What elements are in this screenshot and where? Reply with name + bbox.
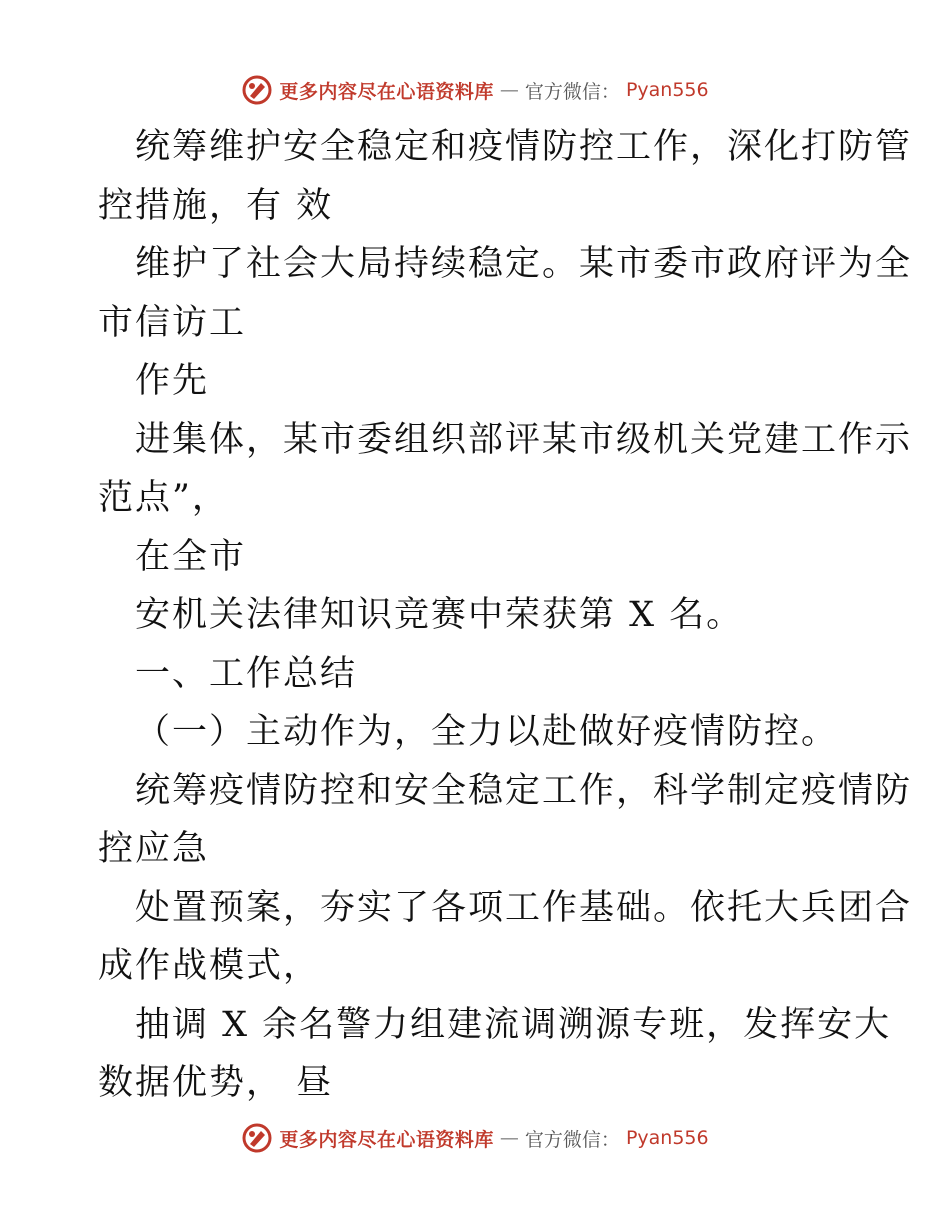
footer-wechat-id: Pyan556 [625, 1127, 709, 1149]
footer-banner [0, 1118, 950, 1158]
body-line: 范点”， [98, 478, 229, 518]
body-line: 市信访工 [98, 302, 247, 343]
footer-wechat-label: 官方微信： [524, 1128, 620, 1151]
body-line: 统筹疫情防控和安全稳定工作，科学制定疫情防 [135, 770, 913, 811]
footer-separator: — [499, 1127, 519, 1149]
header-wechat-label: 官方微信： [524, 80, 620, 103]
body-line: 处置预案，夯实了各项工作基础。依托大兵团合 [135, 887, 913, 928]
body-line: 数据优势， 昼 [98, 1063, 334, 1103]
header-banner [0, 70, 950, 110]
header-separator: — [499, 79, 519, 101]
brand-logo-icon [241, 74, 273, 106]
body-line: 在全市 [135, 536, 247, 577]
brand-logo-icon [241, 1122, 273, 1154]
footer-brand-text: 更多内容尽在心语资料库 [279, 1128, 494, 1151]
body-line: 抽调 X 余名警力组建流调溯源专班，发挥安大 [135, 1004, 892, 1045]
body-line: 成作战模式， [98, 946, 321, 986]
body-line: 控应急 [98, 829, 210, 869]
body-line: 进集体，某市委组织部评某市级机关党建工作示 [135, 419, 913, 460]
body-line: 维护了社会大局持续稳定。某市委市政府评为全 [135, 244, 913, 284]
body-line: 控措施，有 效 [98, 185, 334, 226]
section-heading: 一、工作总结 [135, 653, 358, 694]
header-wechat-id: Pyan556 [625, 79, 709, 101]
subsection-heading: （一）主动作为，全力以赴做好疫情防控。 [135, 712, 839, 752]
header-brand-text: 更多内容尽在心语资料库 [279, 80, 494, 103]
document-body [98, 118, 913, 1113]
body-line: 统筹维护安全稳定和疫情防控工作，深化打防管 [135, 127, 913, 167]
body-line: 安机关法律知识竞赛中荣获第 X 名。 [135, 595, 744, 635]
body-line: 作先 [135, 361, 210, 401]
